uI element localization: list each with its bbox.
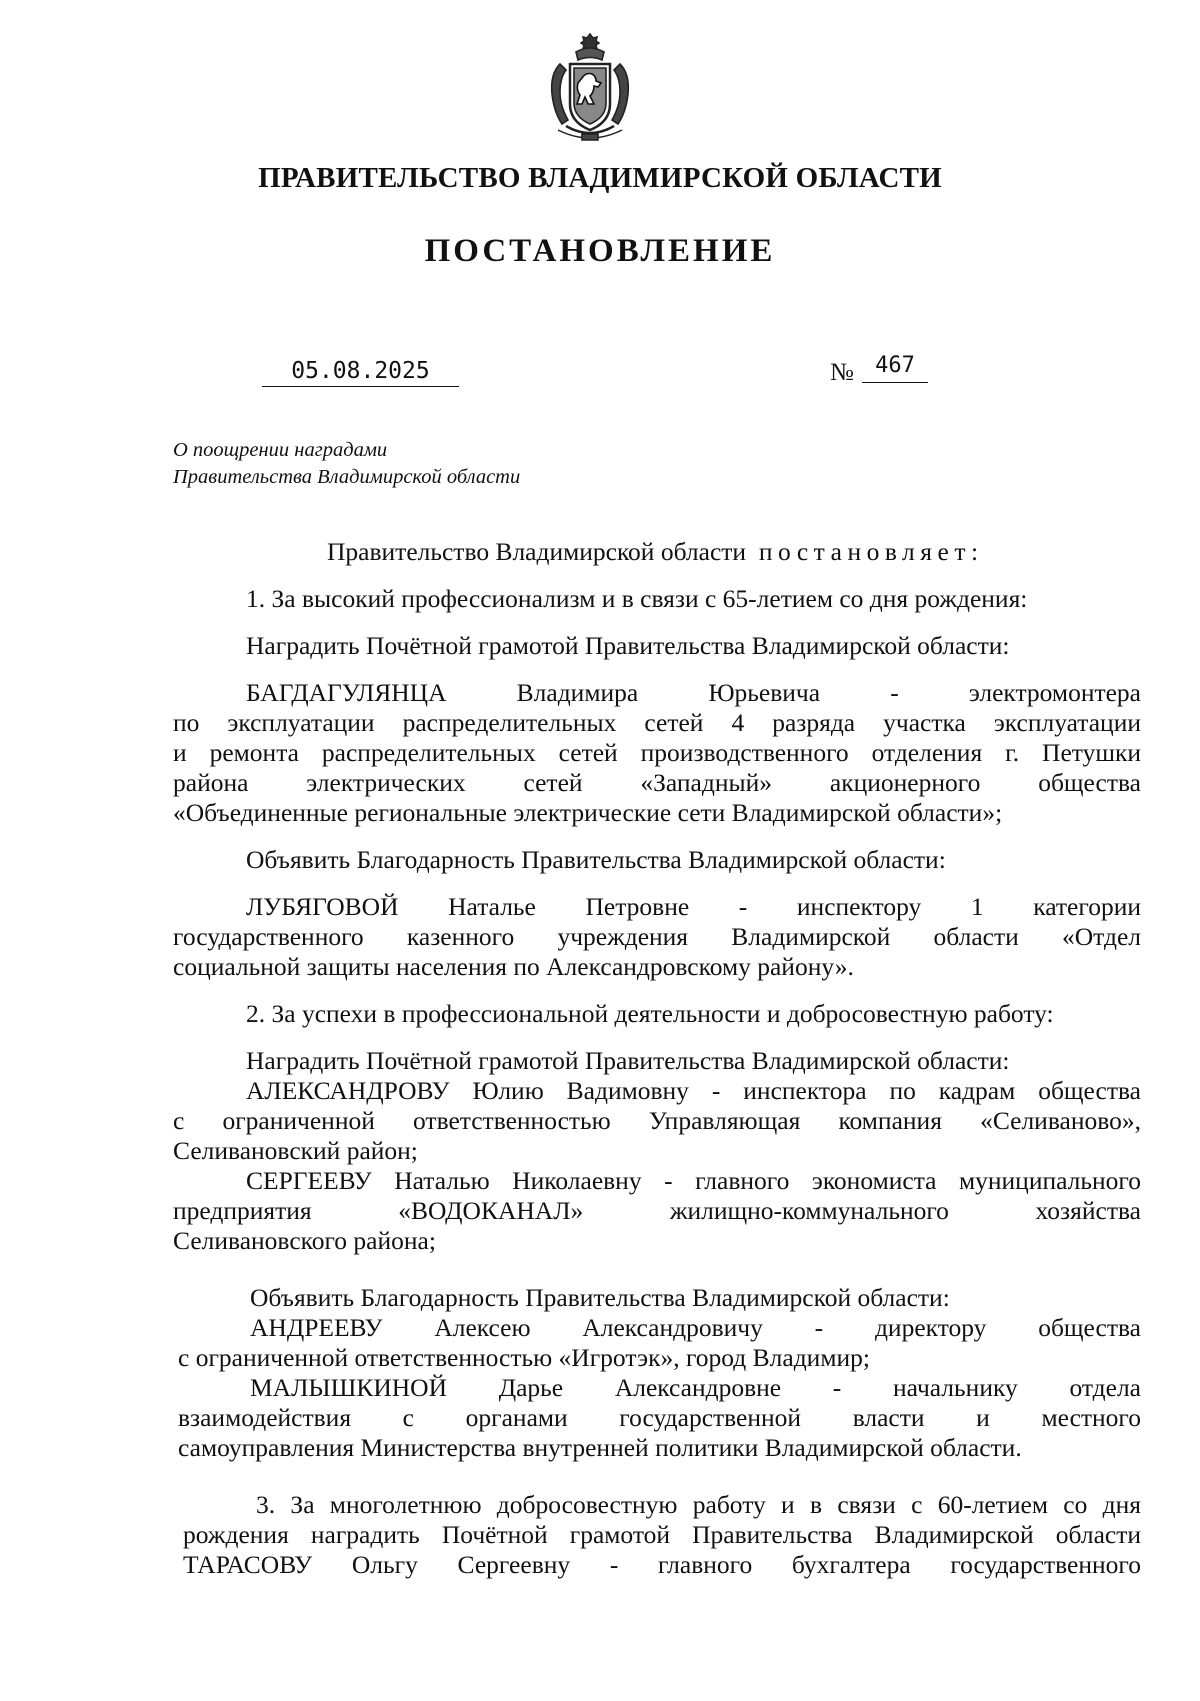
decree-subject — [173, 437, 520, 491]
paragraph-line: и ремонта распределительных сетей производственного отделения г. Петушки — [173, 738, 1141, 767]
preamble-text: Правительство Владимирской области — [327, 537, 747, 566]
paragraph-line: рождения наградить Почётной грамотой Правительства Владимирской области — [183, 1520, 1141, 1549]
paragraph-line: предприятия «ВОДОКАНАЛ» жилищно-коммунального хозяйства — [173, 1196, 1141, 1225]
government-name: ПРАВИТЕЛЬСТВО ВЛАДИМИРСКОЙ ОБЛАСТИ — [258, 162, 942, 194]
paragraph-line: СЕРГЕЕВУ Наталью Николаевну - главного экономиста муниципального — [246, 1166, 1141, 1195]
paragraph-line: Селивановского района; — [173, 1226, 436, 1255]
paragraph-line: Наградить Почётной грамотой Правительства Владимирской области: — [246, 631, 1010, 660]
paragraph-line: района электрических сетей «Западный» акционерного общества — [173, 768, 1141, 797]
number-sign: № — [830, 359, 854, 386]
paragraph-line: 1. За высокий профессионализм и в связи с 65-летием со дня рождения: — [246, 584, 1028, 613]
paragraph-line: Селивановский район; — [173, 1136, 418, 1165]
paragraph-line: по эксплуатации распределительных сетей 4 разряда участка эксплуатации — [173, 708, 1141, 737]
coat-of-arms-emblem — [540, 30, 640, 142]
preamble-verb: постановляет: — [758, 537, 984, 566]
document-type: ПОСТАНОВЛЕНИЕ — [424, 233, 776, 269]
paragraph-line: Объявить Благодарность Правительства Владимирской области: — [246, 845, 946, 874]
paragraph-line: взаимодействия с органами государственной власти и местного — [178, 1403, 1141, 1432]
paragraph-line: социальной защиты населения по Александровскому району». — [173, 952, 854, 981]
decree-date: 05.08.2025 — [262, 358, 459, 387]
paragraph-line: с ограниченной ответственностью «Игротэк», город Владимир; — [178, 1343, 870, 1372]
subject-line: О поощрении наградами — [173, 439, 388, 461]
paragraph-line: 2. За успехи в профессиональной деятельности и добросовестную работу: — [246, 999, 1054, 1028]
paragraph-line: самоуправления Министерства внутренней политики Владимирской области. — [178, 1433, 1022, 1462]
paragraph-line: АЛЕКСАНДРОВУ Юлию Вадимовну - инспектора по кадрам общества — [246, 1076, 1141, 1105]
paragraph-line: 3. За многолетнюю добросовестную работу и в связи с 60-летием со дня — [256, 1490, 1141, 1519]
paragraph-line: ЛУБЯГОВОЙ Наталье Петровне - инспектору 1 категории — [246, 892, 1141, 921]
paragraph-line: государственного казенного учреждения Владимирской области «Отдел — [173, 922, 1141, 951]
paragraph-line: БАГДАГУЛЯНЦА Владимира Юрьевича - электромонтера — [246, 678, 1141, 707]
paragraph-line: с ограниченной ответственностью Управляющая компания «Селиваново», — [173, 1106, 1141, 1135]
paragraph-line: АНДРЕЕВУ Алексею Александровичу - директору общества — [250, 1313, 1141, 1342]
paragraph-line: Объявить Благодарность Правительства Владимирской области: — [250, 1283, 950, 1312]
decree-number: 467 — [862, 353, 928, 383]
paragraph-line: Наградить Почётной грамотой Правительства Владимирской области: — [246, 1046, 1010, 1075]
preamble — [327, 537, 984, 567]
paragraph-line: ТАРАСОВУ Ольгу Сергеевну - главного бухгалтера государственного — [183, 1550, 1141, 1579]
paragraph-line: МАЛЫШКИНОЙ Дарье Александровне - начальнику отдела — [250, 1373, 1141, 1402]
subject-line: Правительства Владимирской области — [173, 466, 521, 488]
paragraph-line: «Объединенные региональные электрические сети Владимирской области»; — [173, 798, 1003, 827]
